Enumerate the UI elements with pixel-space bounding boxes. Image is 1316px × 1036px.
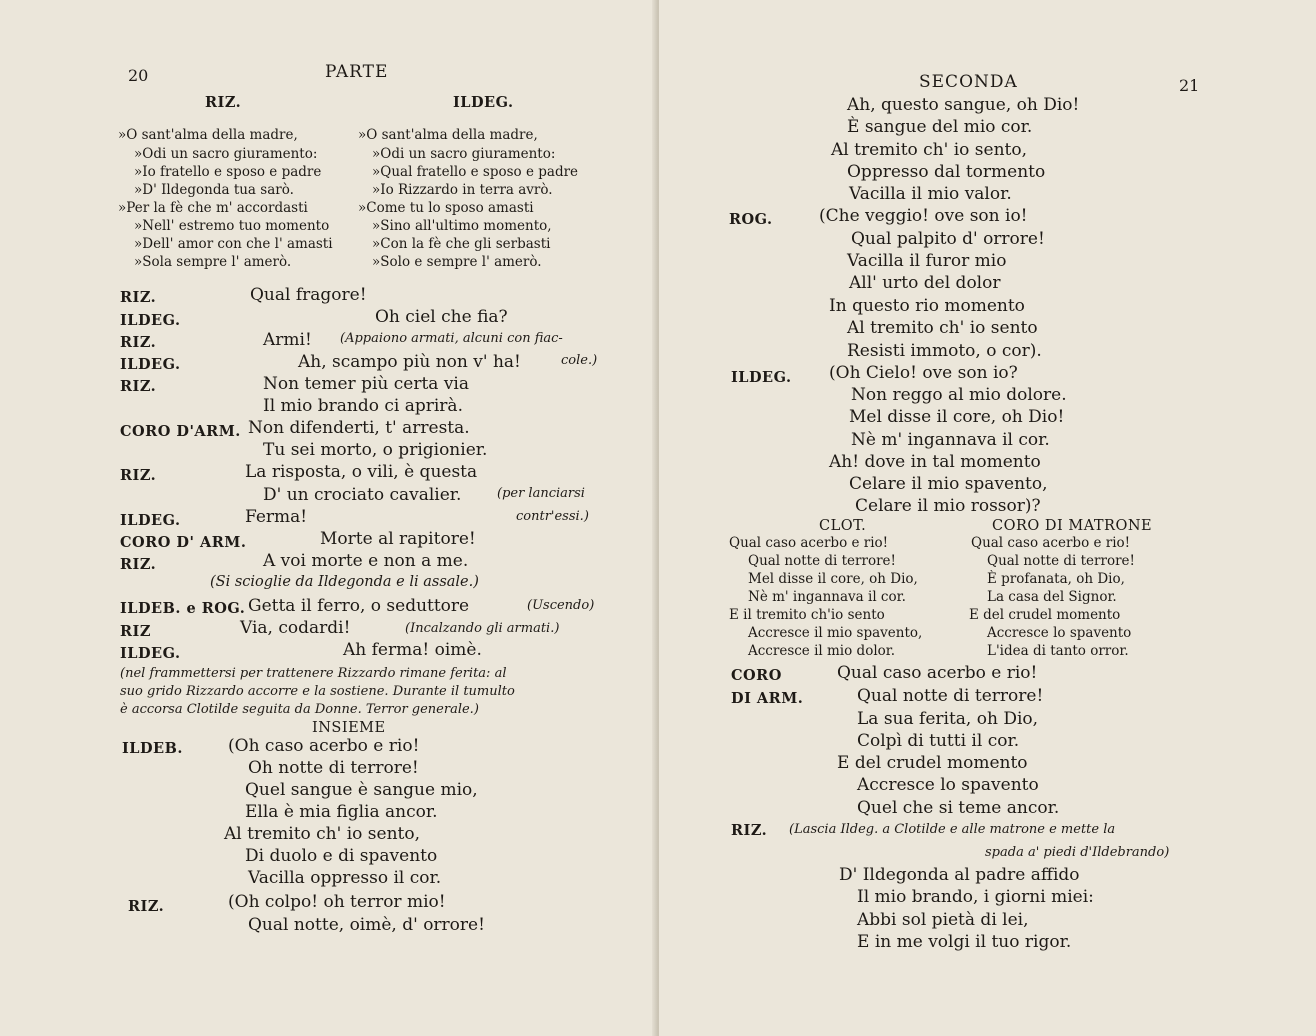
speaker-label: RIZ. <box>128 898 165 915</box>
verse-line: Tu sei morto, o prigionier. <box>263 440 488 460</box>
duet-left-line: »Per la fè che m' accordasti <box>118 200 308 216</box>
column-heading-clot: CLOT. <box>819 518 867 534</box>
duet-left-line: »Dell' amor con che l' amasti <box>134 236 333 252</box>
running-header: PARTE <box>325 62 389 82</box>
coro-line: Qual caso acerbo e rio! <box>971 535 1131 551</box>
verse-line: Qual caso acerbo e rio! <box>837 663 1038 683</box>
speaker-label: ILDEG. <box>120 512 181 529</box>
verse-line: Ah, questo sangue, oh Dio! <box>847 95 1080 115</box>
right-page <box>659 0 1316 1036</box>
verse-line: Nè m' ingannava il cor. <box>851 430 1050 450</box>
speaker-label: RIZ. <box>120 289 157 306</box>
stage-direction: (Appaiono armati, alcuni con fiac- <box>340 331 563 346</box>
verse-line: Qual palpito d' orrore! <box>851 229 1045 249</box>
clot-line: Qual caso acerbo e rio! <box>729 535 889 551</box>
coro-line: È profanata, oh Dio, <box>987 571 1125 587</box>
stage-direction: (Uscendo) <box>527 598 595 613</box>
verse-line: Non reggo al mio dolore. <box>851 385 1067 405</box>
duet-right-line: »Odi un sacro giuramento: <box>372 146 556 162</box>
verse-line: Al tremito ch' io sento, <box>831 140 1027 160</box>
verse-line: Armi! <box>263 330 312 350</box>
stage-direction: (nel frammettersi per trattenere Rizzardo rimane ferita: al <box>120 666 507 681</box>
duet-left-line: »Sola sempre l' amerò. <box>134 254 292 270</box>
verse-line: Qual notte di terrore! <box>857 686 1044 706</box>
verse-line: Accresce lo spavento <box>857 775 1039 795</box>
clot-line: Accresce il mio spavento, <box>748 625 923 641</box>
stage-direction: suo grido Rizzardo accorre e la sostiene. Durante il tumulto <box>120 684 515 699</box>
verse-line: Quel sangue è sangue mio, <box>245 780 478 800</box>
stage-direction: (Si scioglie da Ildegonda e li assale.) <box>210 574 479 590</box>
verse-line: Vacilla il furor mio <box>847 251 1007 271</box>
verse-line: Il mio brando, i giorni miei: <box>857 887 1094 907</box>
speaker-label: RIZ. <box>120 467 157 484</box>
verse-line: Resisti immoto, o cor). <box>847 341 1042 361</box>
verse-line: Vacilla oppresso il cor. <box>248 868 442 888</box>
speaker-label: RIZ <box>120 623 151 640</box>
speaker-label: CORO D' ARM. <box>120 534 247 551</box>
speaker-label: ILDEB. e ROG. <box>120 600 246 617</box>
verse-line: Quel che si teme ancor. <box>857 798 1060 818</box>
verse-line: La risposta, o vili, è questa <box>245 462 478 482</box>
speaker-label: RIZ. <box>120 556 157 573</box>
speaker-label: CORO <box>731 667 782 684</box>
verse-line: Mel disse il core, oh Dio! <box>849 407 1065 427</box>
clot-line: Mel disse il core, oh Dio, <box>748 571 918 587</box>
duet-right-line: »Sino all'ultimo momento, <box>372 218 552 234</box>
stage-direction: (per lanciarsi <box>497 486 585 501</box>
page-number: 20 <box>128 66 149 85</box>
verse-line: Il mio brando ci aprirà. <box>263 396 463 416</box>
duet-heading: ILDEG. <box>453 94 514 111</box>
verse-line: Al tremito ch' io sento, <box>224 824 420 844</box>
verse-line: D' un crociato cavalier. <box>263 485 462 505</box>
verse-line: (Oh colpo! oh terror mio! <box>228 892 446 912</box>
coro-line: E del crudel momento <box>969 607 1121 623</box>
stage-direction: (Lascia Ildeg. a Clotilde e alle matrone e mette la <box>789 822 1116 837</box>
verse-line: E del crudel momento <box>837 753 1028 773</box>
speaker-label: CORO D'ARM. <box>120 423 241 440</box>
verse-line: Celare il mio spavento, <box>849 474 1048 494</box>
verse-line: Oh ciel che fia? <box>375 307 508 327</box>
speaker-label: ILDEB. <box>122 740 183 757</box>
verse-line: (Che veggio! ove son io! <box>819 206 1028 226</box>
speaker-label: ILDEG. <box>120 645 181 662</box>
coro-line: Accresce lo spavento <box>987 625 1132 641</box>
verse-line: Al tremito ch' io sento <box>847 318 1038 338</box>
section-heading: INSIEME <box>312 720 386 736</box>
verse-line: La sua ferita, oh Dio, <box>857 709 1039 729</box>
verse-line: Ah ferma! oimè. <box>343 640 482 660</box>
verse-line: Ah! dove in tal momento <box>829 452 1041 472</box>
speaker-label: ROG. <box>729 211 773 228</box>
speaker-label: RIZ. <box>120 378 157 395</box>
verse-line: Oh notte di terrore! <box>248 758 419 778</box>
duet-left-line: »Io fratello e sposo e padre <box>134 164 322 180</box>
page-number: 21 <box>1179 76 1200 95</box>
column-heading-coro: CORO DI MATRONE <box>992 518 1153 534</box>
coro-line: La casa del Signor. <box>987 589 1117 605</box>
verse-line: Via, codardi! <box>240 618 351 638</box>
speaker-label: ILDEG. <box>731 369 792 386</box>
speaker-label: DI ARM. <box>731 690 804 707</box>
verse-line: Ah, scampo più non v' ha! <box>298 352 521 372</box>
verse-line: A voi morte e non a me. <box>263 551 469 571</box>
verse-line: Celare il mio rossor)? <box>855 496 1041 516</box>
clot-line: Nè m' ingannava il cor. <box>748 589 906 605</box>
duet-left-line: »O sant'alma della madre, <box>118 127 298 143</box>
speaker-label: RIZ. <box>731 822 768 839</box>
speaker-label: ILDEG. <box>120 312 181 329</box>
speaker-label: RIZ. <box>120 334 157 351</box>
stage-direction: contr'essi.) <box>516 509 589 524</box>
verse-line: All' urto del dolor <box>849 273 1001 293</box>
verse-line: (Oh caso acerbo e rio! <box>228 736 420 756</box>
stage-direction: (Incalzando gli armati.) <box>405 621 560 636</box>
verse-line: Non temer più certa via <box>263 374 469 394</box>
verse-line: Qual notte, oimè, d' orrore! <box>248 915 485 935</box>
verse-line: Di duolo e di spavento <box>245 846 438 866</box>
clot-line: Qual notte di terrore! <box>748 553 896 569</box>
duet-right-line: »Come tu lo sposo amasti <box>358 200 534 216</box>
stage-direction: è accorsa Clotilde seguita da Donne. Terror generale.) <box>120 702 479 717</box>
verse-line: In questo rio momento <box>829 296 1025 316</box>
verse-line: Ella è mia figlia ancor. <box>245 802 438 822</box>
verse-line: Abbi sol pietà di lei, <box>857 910 1029 930</box>
verse-line: Oppresso dal tormento <box>847 162 1046 182</box>
coro-line: Qual notte di terrore! <box>987 553 1135 569</box>
duet-right-line: »Con la fè che gli serbasti <box>372 236 551 252</box>
duet-right-line: »O sant'alma della madre, <box>358 127 538 143</box>
verse-line: È sangue del mio cor. <box>847 117 1033 137</box>
duet-heading: RIZ. <box>205 94 242 111</box>
verse-line: Morte al rapitore! <box>320 529 476 549</box>
verse-line: Non difenderti, t' arresta. <box>248 418 470 438</box>
verse-line: (Oh Cielo! ove son io? <box>829 363 1018 383</box>
duet-right-line: »Qual fratello e sposo e padre <box>372 164 579 180</box>
duet-left-line: »D' Ildegonda tua sarò. <box>134 182 294 198</box>
stage-direction: cole.) <box>561 353 598 368</box>
running-header: SECONDA <box>919 72 1018 92</box>
duet-left-line: »Nell' estremo tuo momento <box>134 218 330 234</box>
verse-line: Colpì di tutti il cor. <box>857 731 1020 751</box>
verse-line: E in me volgi il tuo rigor. <box>857 932 1072 952</box>
verse-line: Getta il ferro, o seduttore <box>248 596 470 616</box>
verse-line: Vacilla il mio valor. <box>849 184 1012 204</box>
left-page <box>0 0 657 1036</box>
duet-right-line: »Io Rizzardo in terra avrò. <box>372 182 553 198</box>
duet-right-line: »Solo e sempre l' amerò. <box>372 254 542 270</box>
clot-line: E il tremito ch'io sento <box>729 607 885 623</box>
clot-line: Accresce il mio dolor. <box>748 643 896 659</box>
verse-line: Qual fragore! <box>250 285 367 305</box>
duet-left-line: »Odi un sacro giuramento: <box>134 146 318 162</box>
verse-line: D' Ildegonda al padre affido <box>839 865 1080 885</box>
speaker-label: ILDEG. <box>120 356 181 373</box>
verse-line: Ferma! <box>245 507 308 527</box>
stage-direction: spada a' piedi d'Ildebrando) <box>985 845 1170 860</box>
coro-line: L'idea di tanto orror. <box>987 643 1129 659</box>
